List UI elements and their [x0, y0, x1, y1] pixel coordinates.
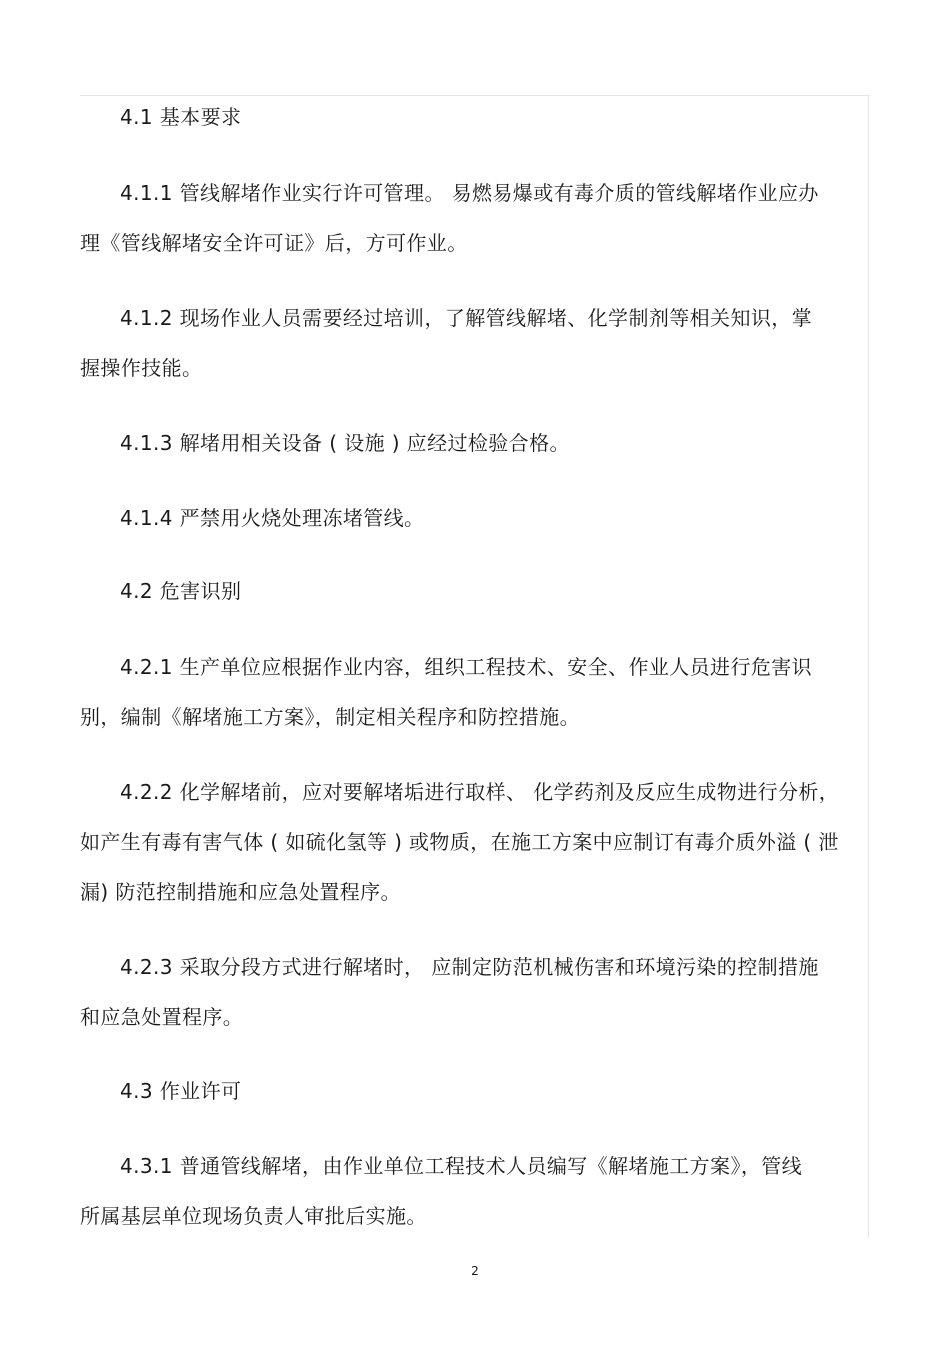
clause-4-2-1-line-1: 4.2.1 生产单位应根据作业内容，组织工程技术、安全、作业人员进行危害识: [120, 655, 813, 679]
page-number: 2: [471, 1264, 479, 1278]
document-body: [80, 0, 870, 1240]
clause-4-2-3-line-1: 4.2.3 采取分段方式进行解堵时， 应制定防范机械伤害和环境污染的控制措施: [120, 955, 819, 979]
clause-4-2-1-line-2: 别，编制《解堵施工方案》，制定相关程序和防控措施。: [80, 705, 580, 729]
clause-4-2-3-line-2: 和应急处置程序。: [80, 1005, 244, 1029]
heading-4-1: 4.1 基本要求: [120, 105, 242, 129]
clause-4-1-3: 4.1.3 解堵用相关设备 ( 设施 ) 应经过检验合格。: [120, 431, 570, 455]
heading-4-2: 4.2 危害识别: [120, 579, 242, 603]
clause-4-2-2-line-3: 漏) 防范控制措施和应急处置程序。: [80, 880, 401, 904]
clause-4-3-1-line-2: 所属基层单位现场负责人审批后实施。: [80, 1204, 427, 1228]
clause-4-1-1-line-2: 理《管线解堵安全许可证》后，方可作业。: [80, 231, 468, 255]
clause-4-2-2-line-2: 如产生有毒有害气体 ( 如硫化氢等 ) 或物质，在施工方案中应制订有毒介质外溢 ( 泄: [80, 830, 839, 854]
clause-4-3-1-line-1: 4.3.1 普通管线解堵，由作业单位工程技术人员编写《解堵施工方案》，管线: [120, 1154, 803, 1178]
clause-4-1-4: 4.1.4 严禁用火烧处理冻堵管线。: [120, 506, 425, 530]
clause-4-1-2-line-1: 4.1.2 现场作业人员需要经过培训，了解管线解堵、化学制剂等相关知识，掌: [120, 306, 813, 330]
clause-4-1-2-line-2: 握操作技能。: [80, 356, 203, 380]
heading-4-3: 4.3 作业许可: [120, 1079, 242, 1103]
clause-4-2-2-line-1: 4.2.2 化学解堵前，应对要解堵垢进行取样、 化学药剂及反应生成物进行分析，: [120, 780, 840, 804]
clause-4-1-1-line-1: 4.1.1 管线解堵作业实行许可管理。 易燃易爆或有毒介质的管线解堵作业应办: [120, 181, 819, 205]
